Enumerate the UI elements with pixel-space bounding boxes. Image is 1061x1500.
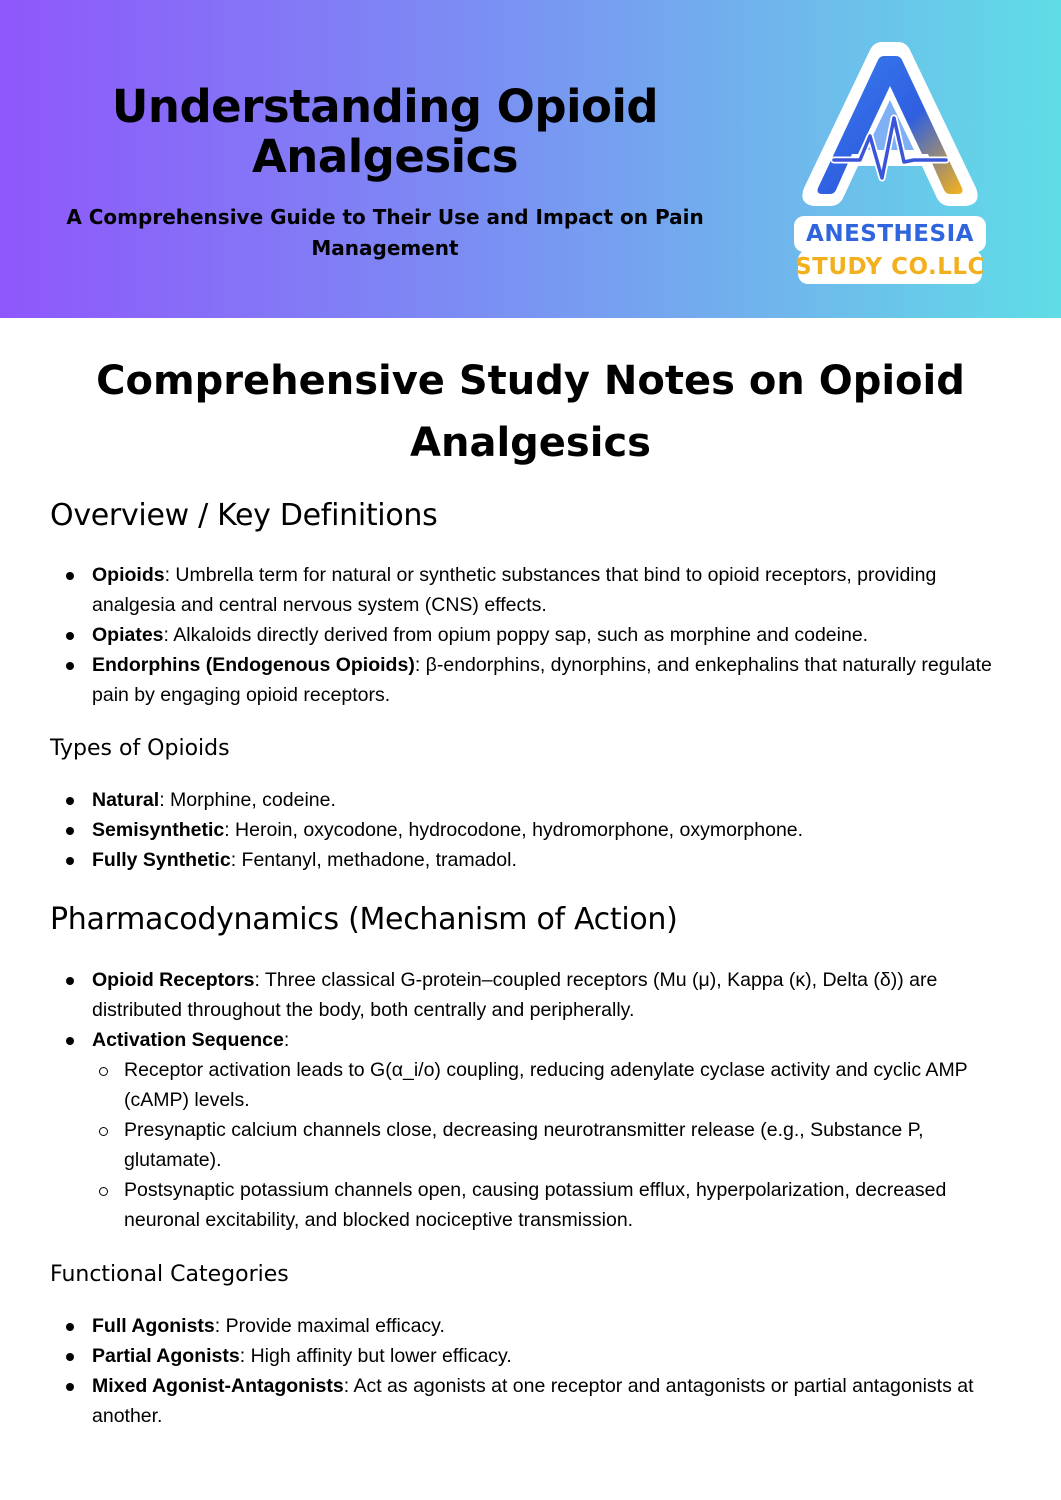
letter-a-heartbeat-logo-icon <box>790 38 990 288</box>
list-item: Fully Synthetic: Fentanyl, methadone, tramadol. <box>92 845 1007 875</box>
section-heading-overview: Overview / Key Definitions <box>50 498 438 533</box>
section-heading-types: Types of Opioids <box>50 736 230 761</box>
pharmacodynamics-list <box>92 965 1007 1235</box>
list-item: Partial Agonists: High affinity but lower efficacy. <box>92 1341 1007 1371</box>
sub-list-item: Presynaptic calcium channels close, decreasing neurotransmitter release (e.g., Substance P, glutamate). <box>92 1115 1007 1175</box>
sub-list-item: Postsynaptic potassium channels open, causing potassium efflux, hyperpolarization, decreased neuronal excitability, and blocked nociceptive transmission. <box>92 1175 1007 1235</box>
section-heading-functional: Functional Categories <box>50 1262 289 1287</box>
header-banner <box>0 0 1061 318</box>
main-title: Comprehensive Study Notes on Opioid Analgesics <box>96 358 965 466</box>
logo-text-anesthesia: ANESTHESIA <box>806 221 974 247</box>
company-logo <box>790 38 990 288</box>
functional-list <box>92 1311 1007 1431</box>
header-subtitle: A Comprehensive Guide to Their Use and Impact on Pain Management <box>66 205 704 260</box>
logo-text-study-co: STUDY CO.LLC <box>795 254 985 280</box>
types-list <box>92 785 1007 875</box>
sub-list-item: Receptor activation leads to G(α_i/o) coupling, reducing adenylate cyclase activity and cyclic AMP (cAMP) levels. <box>92 1055 1007 1115</box>
list-item: Natural: Morphine, codeine. <box>92 785 1007 815</box>
header-title: Understanding Opioid Analgesics <box>111 80 659 183</box>
list-item: Activation Sequence: <box>92 1025 1007 1055</box>
list-item: Endorphins (Endogenous Opioids): β-endorphins, dynorphins, and enkephalins that naturally regulate pain by engaging opioid receptors. <box>92 650 1007 710</box>
list-item: Full Agonists: Provide maximal efficacy. <box>92 1311 1007 1341</box>
list-item: Opiates: Alkaloids directly derived from opium poppy sap, such as morphine and codeine. <box>92 620 1007 650</box>
overview-list <box>92 560 1007 710</box>
section-heading-pharmacodynamics: Pharmacodynamics (Mechanism of Action) <box>50 902 678 937</box>
list-item: Opioid Receptors: Three classical G-protein–coupled receptors (Mu (μ), Kappa (κ), Delta (δ)) are distributed throughout the body, both centrally and peripherally. <box>92 965 1007 1025</box>
list-item: Mixed Agonist-Antagonists: Act as agonists at one receptor and antagonists or partial antagonists at another. <box>92 1371 1007 1431</box>
list-item: Opioids: Umbrella term for natural or synthetic substances that bind to opioid receptors, providing analgesia and central nervous system (CNS) effects. <box>92 560 1007 620</box>
list-item: Semisynthetic: Heroin, oxycodone, hydrocodone, hydromorphone, oxymorphone. <box>92 815 1007 845</box>
